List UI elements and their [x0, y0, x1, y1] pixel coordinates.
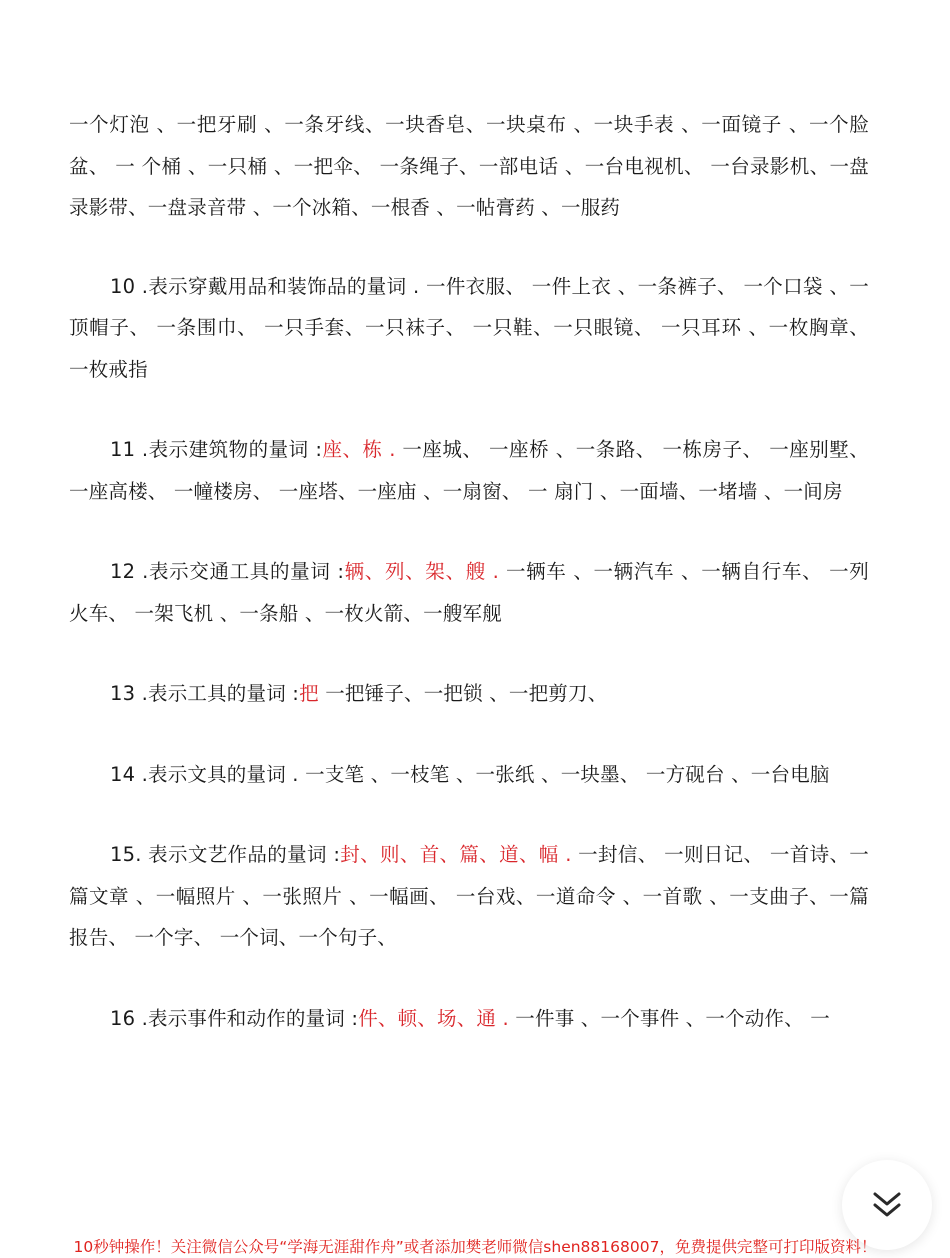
paragraph-15-art-works [69, 834, 869, 959]
highlight-classifiers: 封、则、首、篇、道、幅 . [340, 843, 572, 866]
paragraph-16-events [69, 998, 869, 1040]
paragraph-body: 一封信、 一则日记、 一首诗、一篇文章 、一幅照片 、一张照片 、一幅画、 一台戏、一道命令 、一首歌 、一支曲子、一篇报告、 一个字、 一个词、一个句子、 [69, 843, 869, 949]
paragraph-body: 一把锤子、一把锁 、一把剪刀、 [318, 682, 608, 705]
highlight-classifiers: 件、顿、场、通 . [358, 1006, 509, 1030]
paragraph-heading: 16 .表示事件和动作的量词 : [110, 1006, 359, 1030]
promo-footer: 10秒钟操作！关注微信公众号“学海无涯甜作舟”或者添加樊老师微信shen88168007，免费提供完整可打印版资料！ [73, 1238, 877, 1256]
paragraph-body: 一支笔 、一枝笔 、一张纸 、一块墨、 一方砚台 、一台电脑 [298, 762, 830, 786]
paragraph-body: 一个灯泡 、一把牙刷 、一条牙线、一块香皂、一块桌布 、一块手表 、一面镜子 、一个脸盆、 一 个桶 、一只桶 、一把伞、 一条绳子、一部电话 、一台电视机、 一台录影机、一盘录影带、一盘录音带 、一个冰箱、一根香 、一帖膏药 、一服药 [69, 113, 869, 219]
paragraph-12-transport [69, 551, 869, 634]
double-chevron-down-icon [870, 1190, 904, 1220]
paragraph-body: 一件事 、一个事件 、一个动作、 一 [508, 1006, 830, 1030]
highlight-classifiers: 把 [299, 682, 319, 705]
paragraph-heading: 15. 表示文艺作品的量词 : [110, 843, 341, 866]
paragraph-10-clothing [69, 266, 869, 391]
paragraph-body: 一件衣服、 一件上衣 、一条裤子、 一个口袋 、一顶帽子、 一条围巾、 一只手套、一只袜子、 一只鞋、一只眼镜、 一只耳环 、一枚胸章、一枚戒指 [69, 274, 869, 381]
paragraph-daily-items [69, 104, 869, 229]
paragraph-body: 一辆车 、一辆汽车 、一辆自行车、 一列火车、 一架飞机 、一条船 、一枚火箭、一艘军舰 [69, 560, 869, 625]
paragraph-heading: 11 .表示建筑物的量词 : [110, 438, 323, 461]
paragraph-body: 一座城、 一座桥 、一条路、 一栋房子、 一座别墅、 一座高楼、 一幢楼房、 一座塔、一座庙 、一扇窗、 一 扇门 、一面墙、一堵墙 、一间房 [69, 438, 869, 503]
highlight-classifiers: 辆、列、架、艘 . [344, 560, 500, 583]
paragraph-heading: 13 .表示工具的量词 : [110, 682, 300, 705]
paragraph-13-tools [69, 673, 869, 715]
paragraph-heading: 14 .表示文具的量词 . [110, 762, 299, 786]
paragraph-heading: 10 .表示穿戴用品和装饰品的量词 . [110, 274, 420, 298]
highlight-classifiers: 座、栋 . [322, 438, 396, 461]
paragraph-heading: 12 .表示交通工具的量词 : [110, 560, 345, 583]
paragraph-14-stationery [69, 754, 869, 796]
document-body [69, 104, 869, 1078]
paragraph-11-buildings [69, 429, 869, 512]
